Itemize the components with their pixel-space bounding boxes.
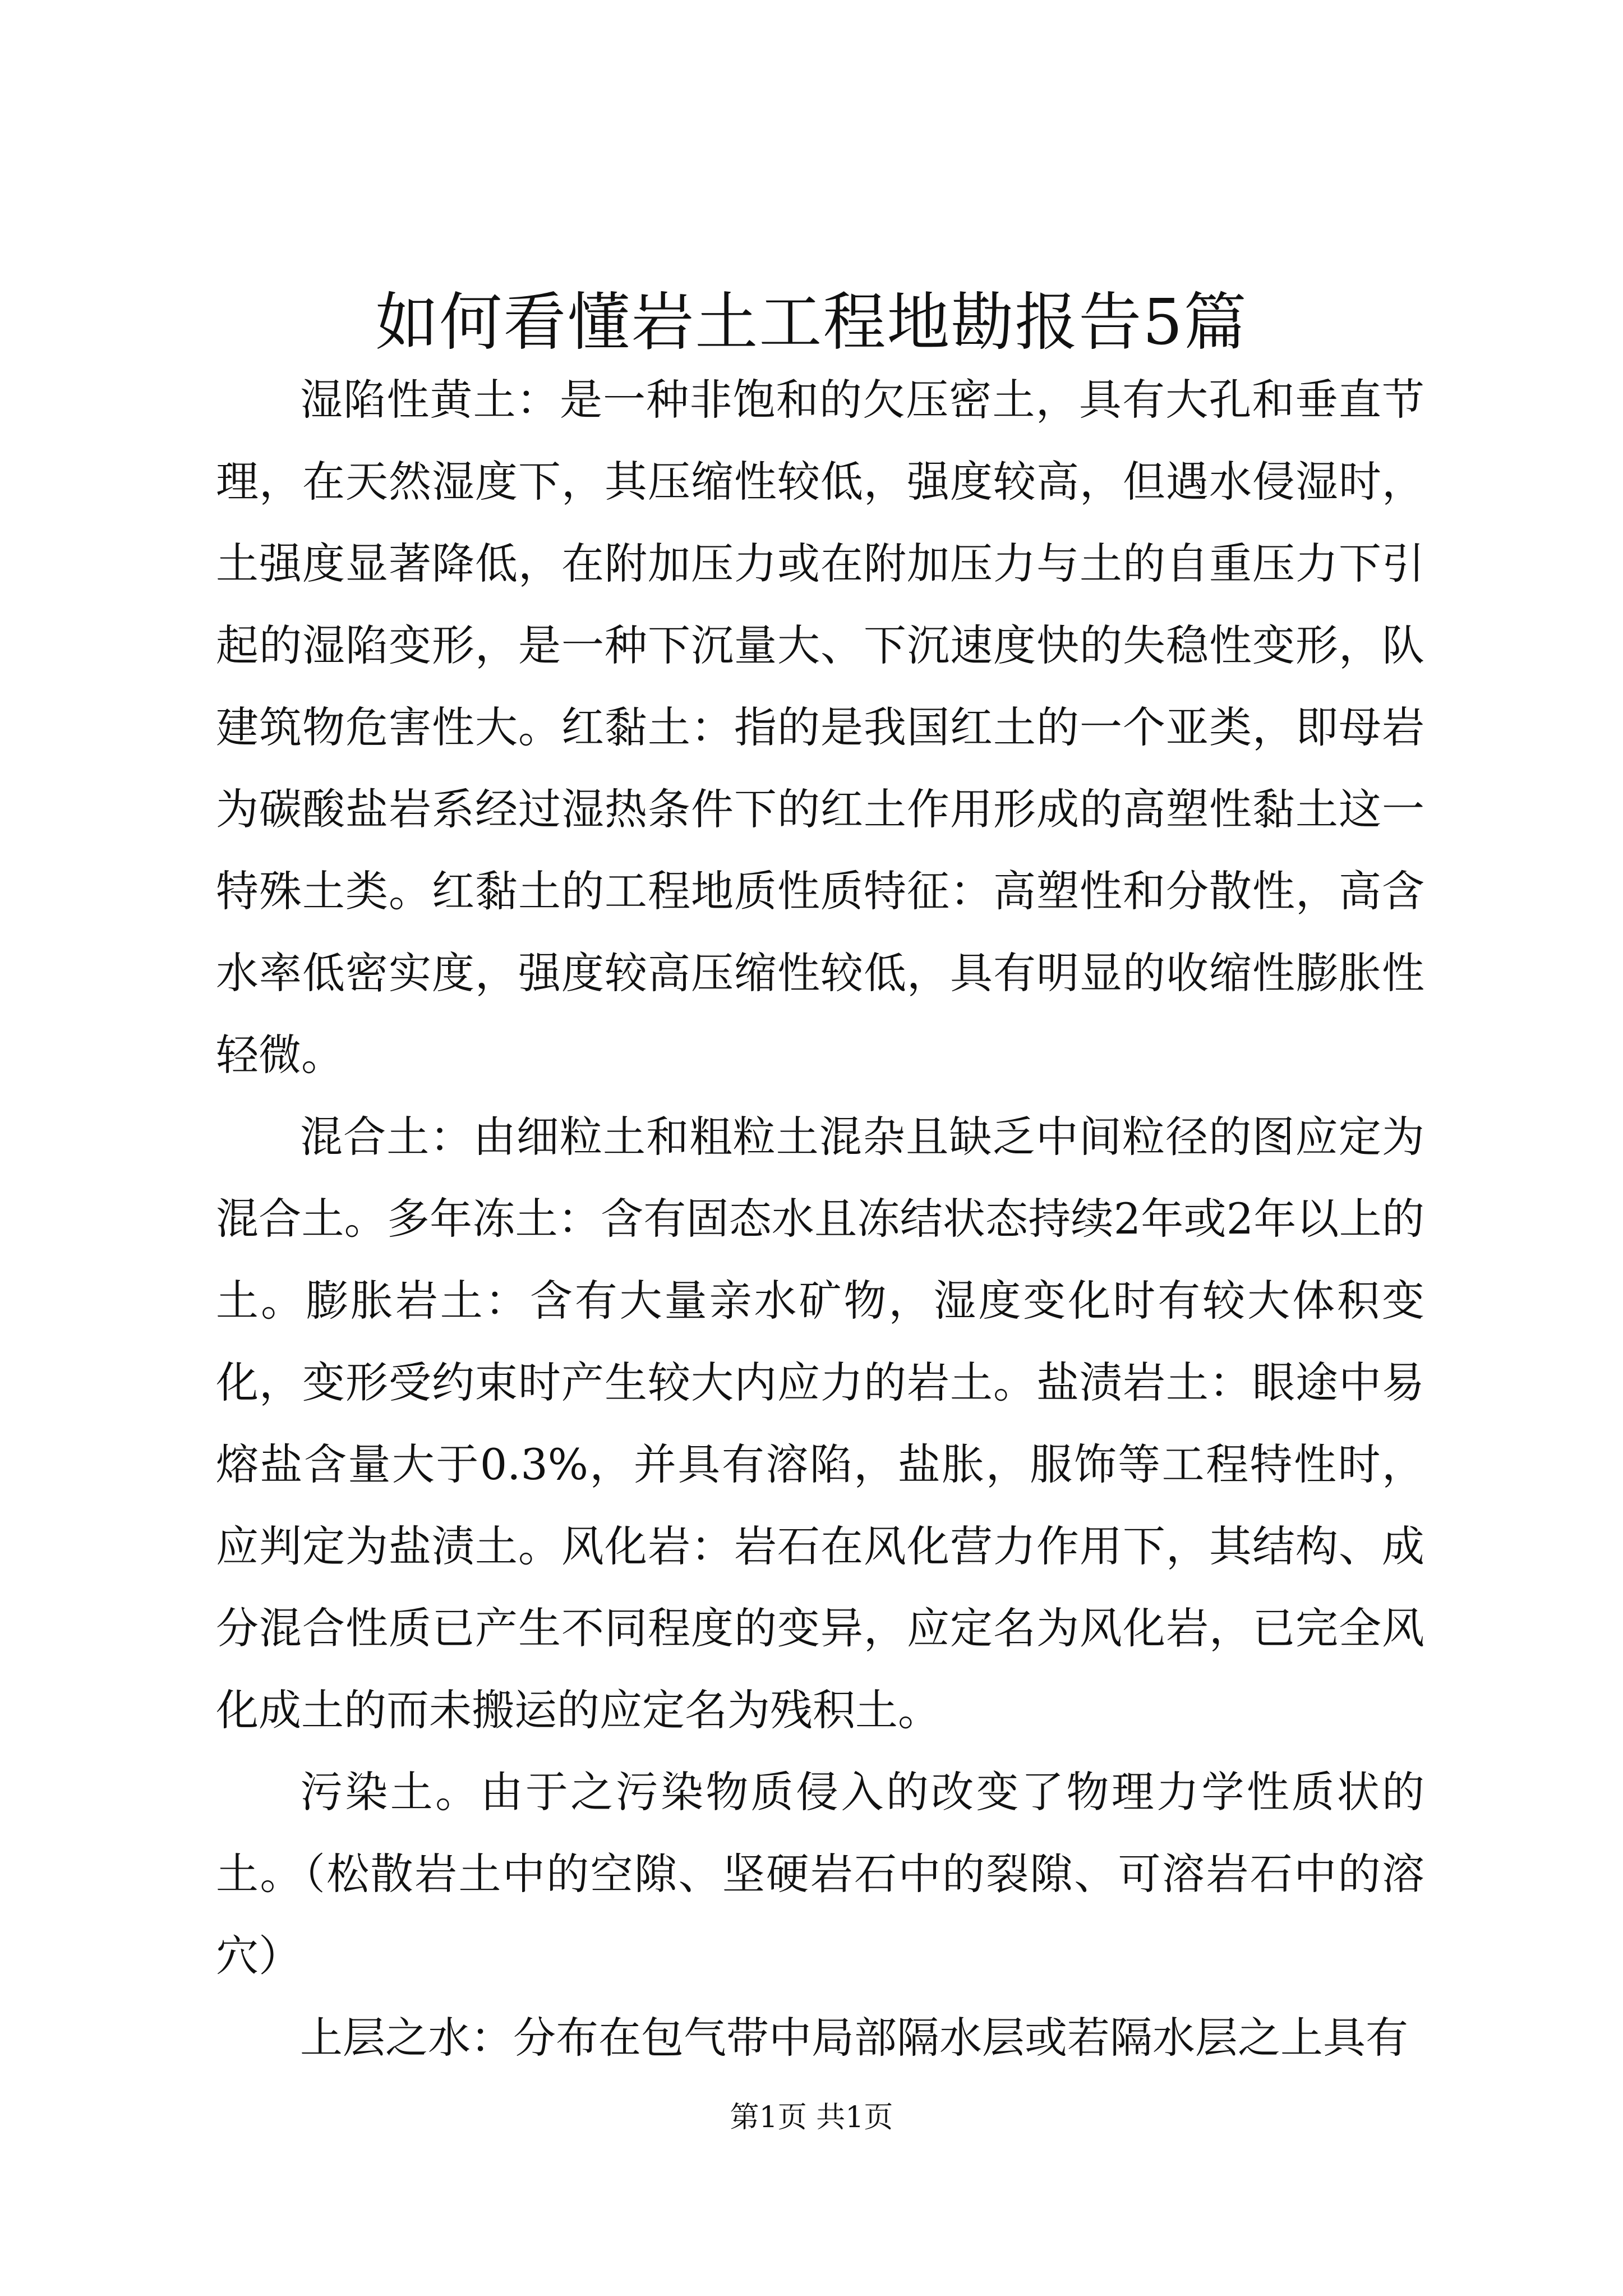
paragraph-4: 上层之水：分布在包气带中局部隔水层或若隔水层之上具有 — [300, 2013, 1408, 2063]
page-number-footer: 第1页 共1页 — [730, 2101, 893, 2134]
paragraph-1: 湿陷性黄土：是一种非饱和的欠压密土，具有大孔和垂直节理，在天然湿度下，其压缩性较低，强度较高，但遇水侵湿时，土强度显著降低，在附加压力或在附加压力与土的自重压力下引起的湿陷变形，是一种下沉量大、下沉速度快的失稳性变形，队建筑物危害性大。红黏土：指的是我国红土的一个亚类，即母岩为碳酸盐岩系经过湿热条件下的红土作用形成的高塑性黏土这一特殊土类。红黏土的工程地质性质特征：高塑性和分散性，高含水率低密实度，强度较高压缩性较低，具有明显的收缩性膨胀性轻微。 — [216, 375, 1424, 1080]
paragraph-2: 混合土：由细粒土和粗粒土混杂且缺乏中间粒径的图应定为混合土。多年冻土：含有固态水且冻结状态持续2年或2年以上的土。膨胀岩土：含有大量亲水矿物，湿度变化时有较大体积变化，变形受约束时产生较大内应力的岩土。盐渍岩土：眼途中易熔盐含量大于0.3%，并具有溶陷，盐胀，服饰等工程特性时，应判定为盐渍土。风化岩：岩石在风化营力作用下，其结构、成分混合性质已产生不同程度的变异，应定名为风化岩，已完全风化成土的而未搬运的应定名为残积土。 — [216, 1112, 1424, 1735]
document-body — [216, 359, 1424, 2079]
paragraph-3: 污染土。由于之污染物质侵入的改变了物理力学性质状的土。（松散岩土中的空隙、坚硬岩石中的裂隙、可溶岩石中的溶穴） — [216, 1767, 1424, 1981]
document-title: 如何看懂岩土工程地勘报告5篇 — [375, 286, 1248, 359]
